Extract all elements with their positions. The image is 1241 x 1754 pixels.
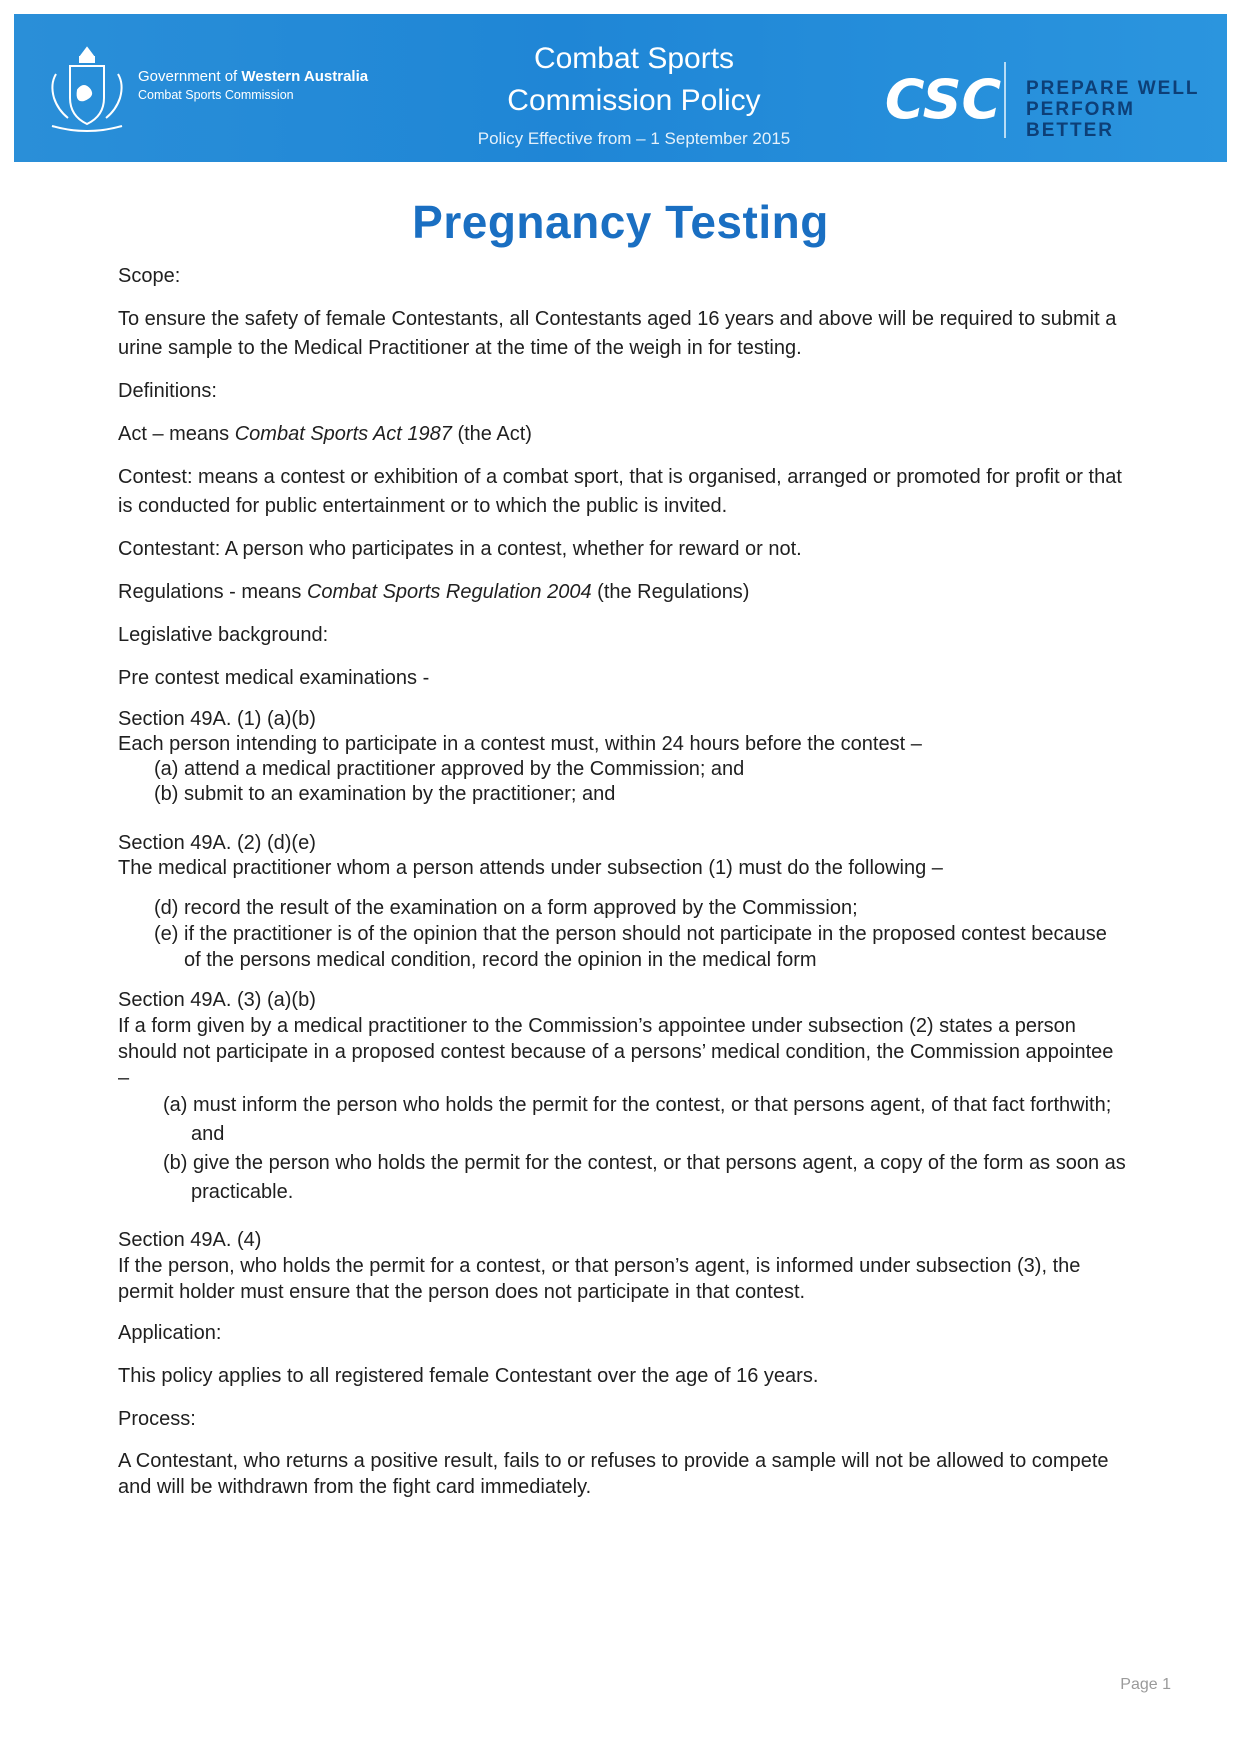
process-text: A Contestant, who returns a positive result, fails to or refuses to provide a sample will not be allowed to compete and will be withdrawn from the fight card immediately. [118, 1450, 1109, 1498]
definition-contest: Contest: means a contest or exhibition of a combat sport, that is organised, arranged or promoted for profit or that is conducted for public entertainment or to which the public is invited. [118, 466, 1122, 517]
government-identity [138, 68, 368, 104]
gov-state: Western Australia [241, 68, 369, 85]
logo-divider [1004, 62, 1006, 138]
header-title-line1: Combat Sports [533, 42, 735, 75]
document-title: Pregnancy Testing [412, 196, 829, 248]
section-3-item-a: (a) must inform the person who holds the permit for the contest, or that persons agent, of that fact forthwith; and [163, 1094, 1112, 1145]
legislative-heading: Legislative background: [118, 624, 329, 646]
section-2-text: The medical practitioner whom a person attends under subsection (1) must do the following – [118, 857, 943, 879]
tagline-line1: PREPARE WELL [1026, 78, 1200, 99]
application-heading: Application: [118, 1322, 222, 1344]
section-2-title: Section 49A. (2) (d)(e) [118, 832, 316, 854]
section-4-text: If the person, who holds the permit for a contest, or that person’s agent, is informed under subsection (3), the permit holder must ensure that the person does not participate in that contest. [118, 1255, 1081, 1303]
section-4-title: Section 49A. (4) [118, 1229, 262, 1251]
section-1-item-b: (b) submit to an examination by the practitioner; and [154, 783, 616, 805]
policy-content [118, 262, 1128, 1500]
scope-text: To ensure the safety of female Contestants, all Contestants aged 16 years and above will be required to submit a urine sample to the Medical Practitioner at the time of the weigh in for testing. [118, 308, 1117, 359]
section-2-item-e: (e) if the practitioner is of the opinion that the person should not participate in the proposed contest because of the persons medical condition, record the opinion in the medical form [154, 923, 1107, 971]
section-1-title: Section 49A. (1) (a)(b) [118, 708, 316, 730]
section-1-item-a: (a) attend a medical practitioner approved by the Commission; and [154, 758, 745, 780]
definitions-heading: Definitions: [118, 380, 217, 402]
section-3-item-b: (b) give the person who holds the permit for the contest, or that persons agent, a copy of the form as soon as practicable. [163, 1152, 1126, 1203]
section-1-text: Each person intending to participate in a contest must, within 24 hours before the contest – [118, 733, 922, 755]
csc-logo-icon [884, 60, 1002, 132]
definition-contestant: Contestant: A person who participates in a contest, whether for reward or not. [118, 538, 802, 560]
definition-act: Act – means Combat Sports Act 1987 (the Act) [118, 423, 532, 445]
gov-prefix: Government of [138, 68, 242, 85]
section-3-title: Section 49A. (3) (a)(b) [118, 989, 316, 1011]
scope-heading: Scope: [118, 265, 181, 287]
page-number: Page 1 [1120, 1676, 1171, 1693]
application-text: This policy applies to all registered female Contestant over the age of 16 years. [118, 1365, 819, 1387]
policy-header-title [384, 38, 884, 152]
section-2-item-d: (d) record the result of the examination on a form approved by the Commission; [154, 897, 858, 919]
process-heading: Process: [118, 1408, 196, 1430]
section-3-text: If a form given by a medical practitioner to the Commission’s appointee under subsection (2) states a person should not participate in a proposed contest because of a persons’ medical condition, the Commission appointee – [118, 1015, 1114, 1089]
header-title-line2: Commission Policy [507, 84, 761, 117]
definition-regulations: Regulations - means Combat Sports Regulation 2004 (the Regulations) [118, 581, 750, 603]
csc-logo-text: CSC [884, 68, 1002, 131]
policy-effective-date: Policy Effective from – 1 September 2015 [477, 129, 791, 148]
wa-crest-icon [42, 44, 132, 138]
gov-agency: Combat Sports Commission [138, 88, 294, 102]
header-banner [14, 14, 1227, 162]
legislative-intro: Pre contest medical examinations - [118, 667, 430, 689]
tagline-line2: PERFORM BETTER [1026, 99, 1135, 141]
tagline [1026, 78, 1227, 141]
